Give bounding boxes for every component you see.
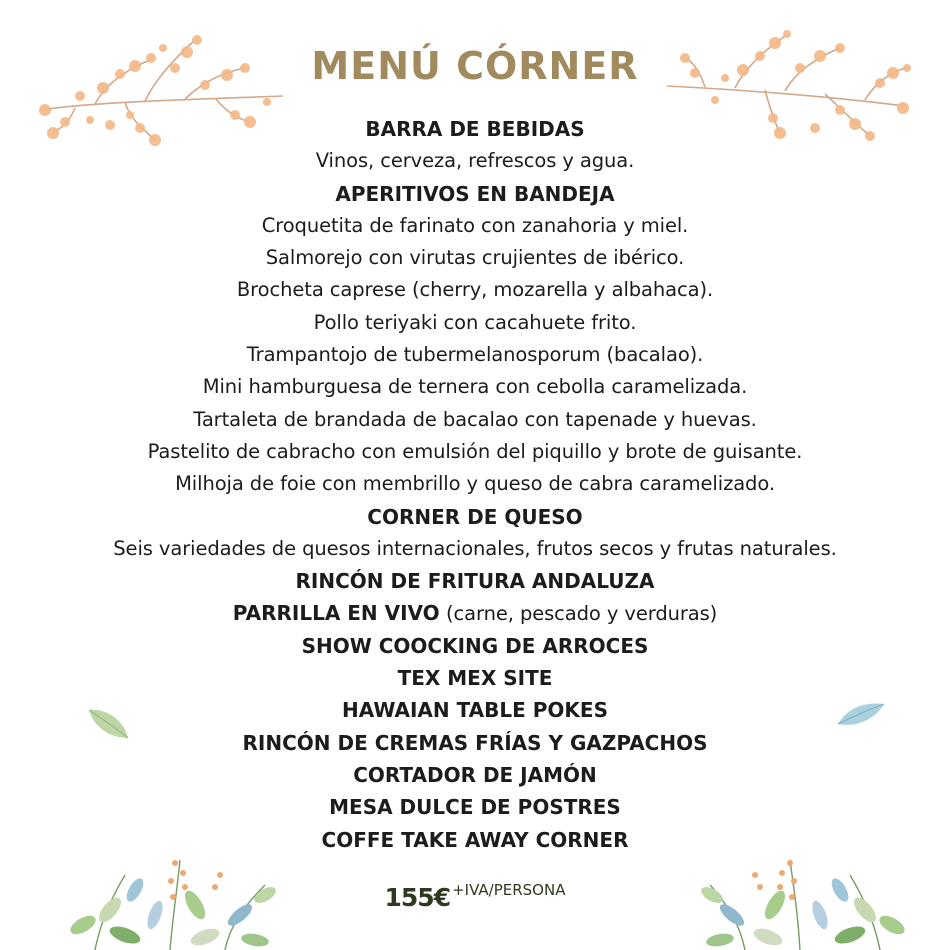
menu-item: Croquetita de farinato con zanahoria y miel.	[261, 213, 689, 237]
menu-item: Vinos, cerveza, refrescos y agua.	[315, 149, 635, 173]
menu-item: Seis variedades de quesos internacionales, frutos secos y frutas naturales.	[113, 536, 837, 560]
section-heading: HAWAIAN TABLE POKES	[342, 698, 608, 723]
section-heading: TEX MEX SITE	[397, 666, 553, 691]
price	[0, 881, 950, 912]
section-heading: RINCÓN DE CREMAS FRÍAS Y GAZPACHOS	[242, 730, 708, 755]
menu-list	[0, 113, 950, 856]
section-heading: SHOW COOCKING DE ARROCES	[301, 633, 649, 658]
menu-item: Salmorejo con virutas crujientes de ibérico.	[265, 246, 685, 270]
menu-item: Trampantojo de tubermelanosporum (bacalao).	[246, 343, 704, 367]
section-note: (carne, pescado y verduras)	[446, 602, 718, 626]
section-heading: APERITIVOS EN BANDEJA	[335, 181, 615, 206]
price-amount: 155€	[384, 883, 451, 912]
menu-item: Pastelito de cabracho con emulsión del piquillo y brote de guisante.	[147, 439, 803, 463]
section-heading: COFFE TAKE AWAY CORNER	[321, 827, 629, 852]
section-heading: BARRA DE BEBIDAS	[365, 117, 585, 141]
section-heading: CORTADOR DE JAMÓN	[353, 762, 597, 787]
section-heading: MESA DULCE DE POSTRES	[329, 795, 621, 820]
menu-item: Brocheta caprese (cherry, mozarella y albahaca).	[236, 278, 714, 302]
section-heading-with-note	[0, 597, 950, 629]
menu-item: Pollo teriyaki con cacahuete frito.	[313, 310, 637, 334]
section-heading: RINCÓN DE FRITURA ANDALUZA	[295, 569, 655, 594]
menu-item: Mini hamburguesa de ternera con cebolla caramelizada.	[202, 375, 748, 399]
section-heading: PARRILLA EN VIVO	[232, 601, 440, 626]
menu-item: Milhoja de foie con membrillo y queso de cabra caramelizado.	[175, 472, 775, 496]
section-heading: CORNER DE QUESO	[367, 504, 583, 529]
menu-title: MENÚ CÓRNER	[311, 44, 639, 88]
price-suffix: +IVA/PERSONA	[452, 881, 566, 899]
menu-item: Tartaleta de brandada de bacalao con tapenade y huevas.	[193, 407, 757, 431]
